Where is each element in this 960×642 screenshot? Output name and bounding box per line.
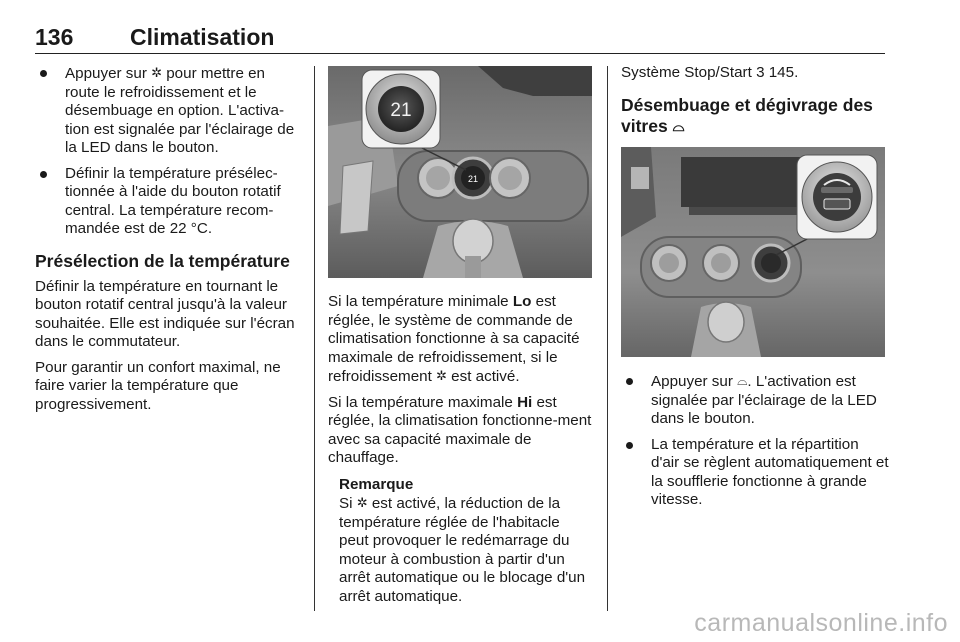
text-run: Si la température minimale — [328, 293, 513, 310]
bullet-dot — [40, 70, 47, 77]
column-right-lower — [621, 372, 889, 517]
bullet-text: Définir la température présélec-tionnée à l'aide du bouton rotatif central. La température recom-mandée est de 22 °C. — [65, 164, 281, 237]
snowflake-icon: ✲ — [436, 368, 447, 383]
heading-text: Désembuage et dégivrage des vitres — [621, 94, 873, 136]
text-run: est activé. — [446, 368, 520, 385]
text-run: est activé, la réduction de la température réglée de l'habitacle peut provoquer le redémarrage du moteur à combustion à partir d'un arrêt automatique ou le blocage d'un arrêt automatique. — [339, 495, 586, 605]
knob-display: 21 — [390, 100, 412, 121]
bullet-dot — [626, 378, 633, 385]
column-left — [35, 64, 303, 421]
paragraph — [328, 293, 592, 387]
remark-box — [328, 476, 592, 607]
page-header — [35, 24, 885, 52]
reference-arrow-icon: 3 — [756, 64, 765, 81]
bullet-list — [621, 372, 889, 510]
bullet-text-pre: Appuyer sur — [65, 65, 152, 82]
subsection-heading — [621, 95, 889, 137]
defrost-button-figure — [621, 147, 885, 357]
column-right — [621, 64, 889, 143]
bullet-text-post: pour mettre en route le refroidissement et le désembuage en option. L'activa-tion est signalée par l'éclairage de la LED dans le bouton. — [65, 65, 295, 156]
climate-knob-figure — [328, 66, 592, 278]
column-divider-2 — [607, 66, 608, 611]
list-item — [621, 372, 889, 429]
bullet-text-pre: Appuyer sur — [651, 373, 738, 390]
text-run: est réglée, la climatisation fonctionne-ment avec sa capacité maximale de chauffage. — [328, 393, 592, 466]
list-item — [35, 64, 303, 158]
bullet-text-post: . L'activation est signalée par l'éclairage de la LED dans le bouton. — [651, 373, 877, 427]
bullet-dot — [40, 171, 47, 178]
paragraph: Pour garantir un confort maximal, ne faire varier la température que progressivement. — [35, 358, 281, 413]
snowflake-icon: ✲ — [356, 495, 368, 510]
text-run: est réglée, le système de commande de climatisation fonctionne à sa capacité maximale de refroidissement, si le refroidissement — [328, 293, 580, 385]
remark-title: Remarque — [339, 475, 414, 493]
header-rule — [35, 53, 885, 54]
hi-setting: Hi — [517, 393, 533, 411]
column-divider-1 — [314, 66, 315, 611]
paragraph: Définir la température en tournant le bouton rotatif central jusqu'à la valeur souhaitée. Elle est indiquée sur l'écran dans le commutateur. — [35, 277, 295, 350]
list-item — [35, 165, 303, 239]
list-item — [621, 436, 889, 510]
paragraph — [328, 394, 592, 468]
remark-text — [339, 494, 592, 606]
snowflake-icon: ✲ — [151, 65, 163, 80]
text-run: 145. — [764, 64, 799, 81]
windshield-defrost-icon: ⌓ — [672, 117, 685, 135]
windshield-defrost-icon: ⌓ — [737, 373, 748, 388]
subsection-heading: Présélection de la température — [35, 250, 290, 271]
bullet-dot — [626, 442, 633, 449]
section-title: Climatisation — [130, 24, 275, 50]
watermark: carmanualsonline.info — [694, 609, 948, 637]
knob-small-display: 21 — [467, 174, 479, 184]
cross-reference — [621, 64, 889, 83]
bullet-text: La température et la répartition d'air se règlent automatiquement et la soufflerie fonctionne à grande vitesse. — [651, 435, 889, 508]
bullet-list — [35, 64, 303, 239]
page-number: 136 — [35, 24, 74, 50]
text-run: Si — [339, 495, 357, 512]
text-run: Si la température maximale — [328, 393, 518, 411]
text-run: Système Stop/Start — [621, 64, 757, 81]
column-middle — [328, 293, 592, 606]
lo-setting: Lo — [512, 293, 532, 310]
